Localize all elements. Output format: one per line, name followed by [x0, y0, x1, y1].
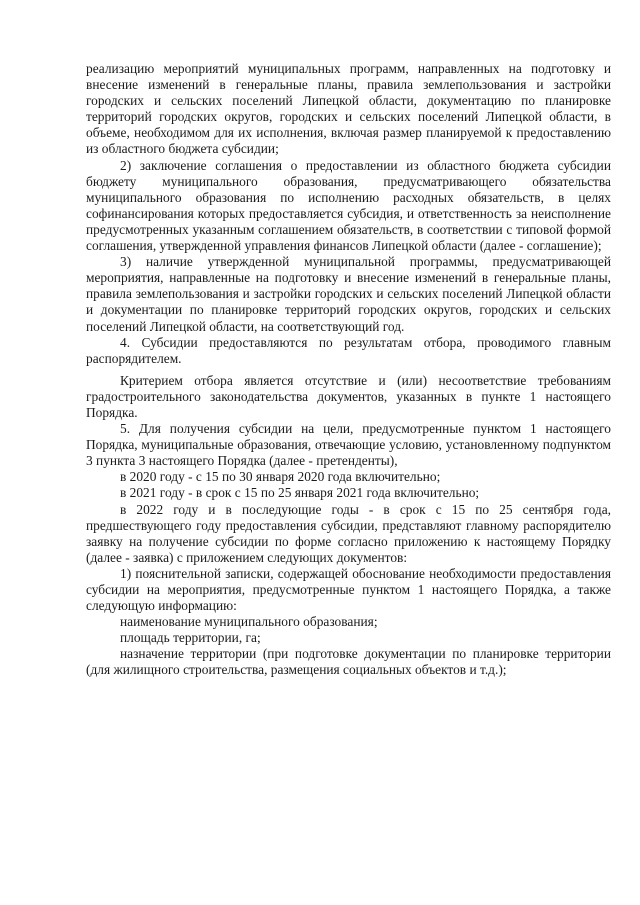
paragraph-10: 1) пояснительной записки, содержащей обоснование необходимости предоставления субсидии на мероприятия, предусмотренные пунктом 1 настоящего Порядка, а также следующую информацию:: [86, 565, 611, 614]
paragraph-13: назначение территории (при подготовке документации по планировке территории (для жилищного строительства, размещения социальных объектов и т.д.);: [86, 646, 611, 678]
paragraph-4: 4. Субсидии предоставляются по результатам отбора, проводимого главным распорядителем.: [86, 334, 611, 366]
paragraph-1: реализацию мероприятий муниципальных программ, направленных на подготовку и внесение изменений в генеральные планы, правила землепользования и застройки городских и сельских поселений Липецкой области, документацию по планировке территорий городских округов, городских и сельских поселений Липецкой области, в объеме, необходимом для их исполнения, включая размер планируемой к предоставлению из областного бюджета субсидии;: [86, 61, 611, 157]
paragraph-6: 5. Для получения субсидии на цели, предусмотренные пунктом 1 настоящего Порядка, муниципальные образования, отвечающие условию, установленному подпунктом 3 пункта 3 настоящего Порядка (далее - претенденты),: [86, 421, 611, 469]
paragraph-8: в 2021 году - в срок с 15 по 25 января 2021 года включительно;: [120, 485, 480, 501]
document-page: [86, 61, 611, 679]
paragraph-9: в 2022 году и в последующие годы - в срок с 15 по 25 сентября года, предшествующего году предоставления субсидии, представляют главному распорядителю заявку на получение субсидии по форме согласно приложению к настоящему Порядку (далее - заявка) с приложением следующих документов:: [86, 501, 611, 565]
paragraph-3: 3) наличие утвержденной муниципальной программы, предусматривающей мероприятия, направленные на подготовку и внесение изменений в генеральные планы, правила землепользования и застройки городских и сельских поселений Липецкой области и документации по планировке территорий городских округов, городских и сельских поселений Липецкой области, на соответствующий год.: [86, 254, 611, 334]
paragraph-2: 2) заключение соглашения о предоставлении из областного бюджета субсидии бюджету муниципального образования, предусматривающего обязательства муниципального образования по исполнению расходных обязательств, в целях софинансирования которых предоставляется субсидия, и ответственность за неисполнение предусмотренных указанным соглашением обязательств, в соответствии с типовой формой соглашения, утвержденной управления финансов Липецкой области (далее - соглашение);: [86, 157, 611, 254]
paragraph-5: Критерием отбора является отсутствие и (или) несоответствие требованиям градостроительного законодательства документов, указанных в пункте 1 настоящего Порядка.: [86, 372, 611, 420]
paragraph-11: наименование муниципального образования;: [120, 614, 378, 630]
paragraph-7: в 2020 году - с 15 по 30 января 2020 года включительно;: [120, 469, 441, 485]
paragraph-12: площадь территории, га;: [120, 630, 261, 646]
